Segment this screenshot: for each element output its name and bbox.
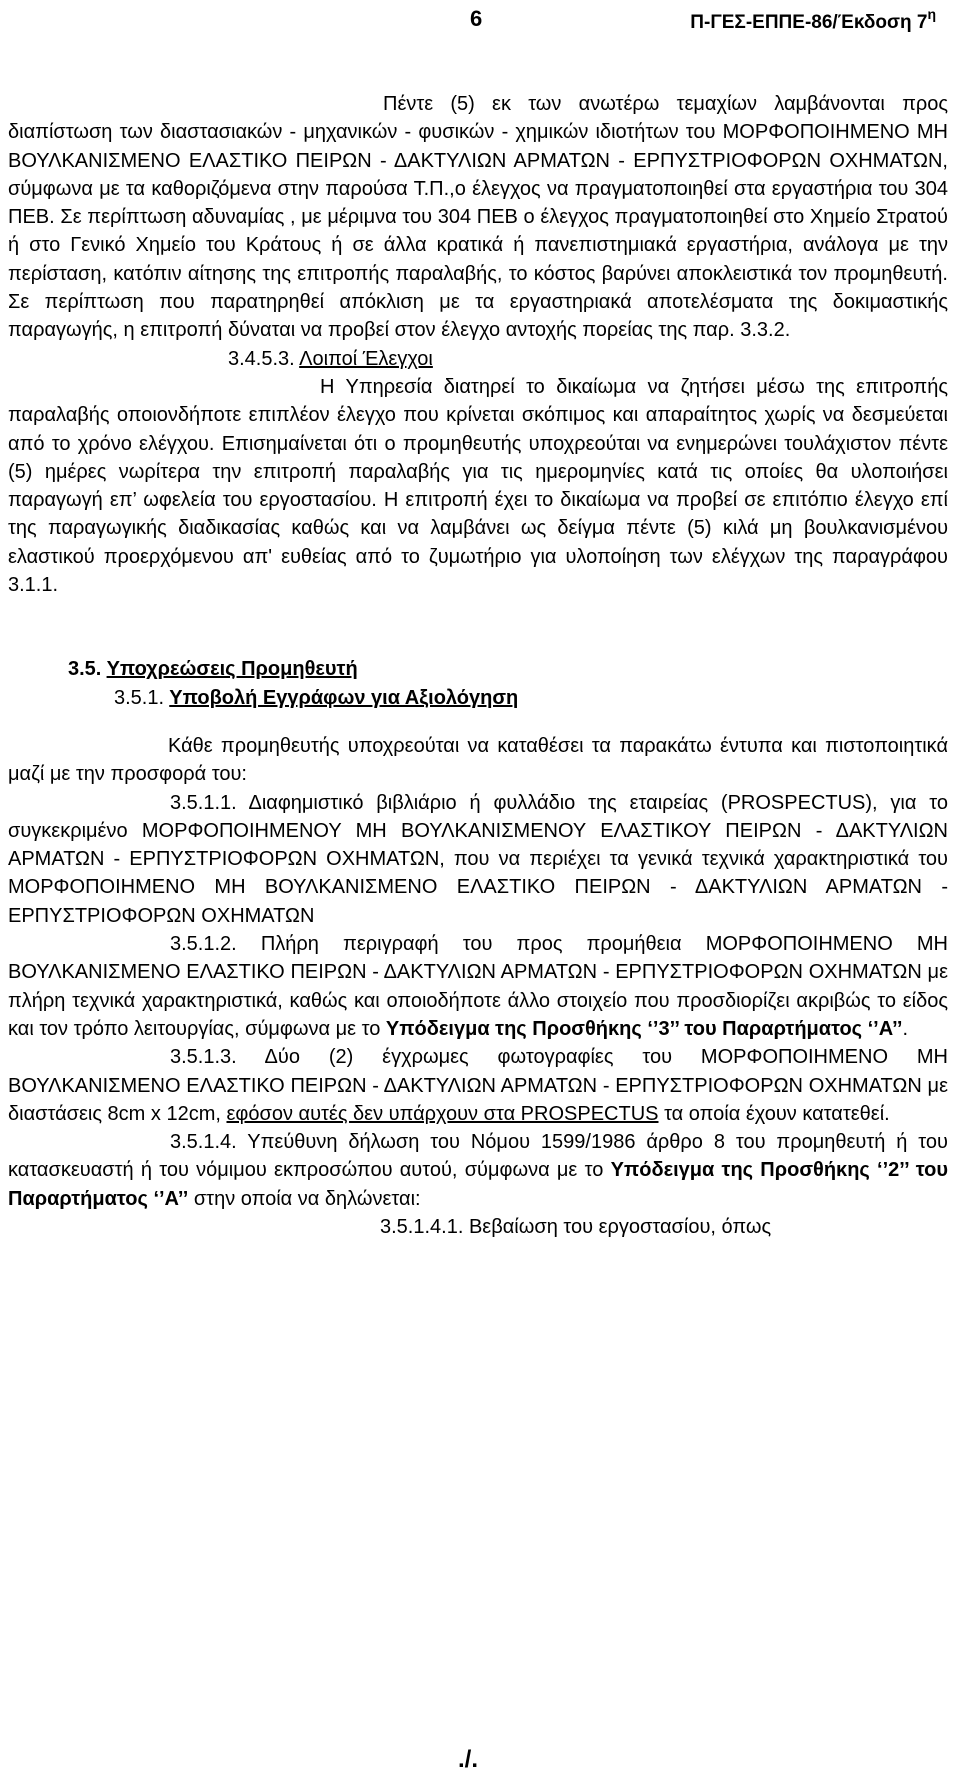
paragraph-sample-testing: Πέντε (5) εκ των ανωτέρω τεμαχίων λαμβάνονται προς διαπίστωση των διαστασιακών - μηχανικών - φυσικών - χημικών ιδιοτήτων του ΜΟΡΦΟΠΟΙΗΜΕΝΟ ΜΗ ΒΟΥΛΚΑΝΙΣΜΕΝΟ ΕΛΑΣΤΙΚΟ ΠΕΙΡΩΝ - ΔΑΚΤΥΛΙΩΝ ΑΡΜΑΤΩΝ - ΕΡΠΥΣΤΡΙΟΦΟΡΩΝ ΟΧΗΜΑΤΩΝ, σύμφωνα με τα καθοριζόμενα στην παρούσα Τ.Π.,ο έλεγχος να πραγματοποιηθεί στα εργαστήρια του 304 ΠΕΒ. Σε περίπτωση αδυναμίας , με μέριμνα του 304 ΠΕΒ ο έλεγχος πραγματοποιηθεί στο Χημείο Στρατού ή στο Γενικό Χημείο του Κράτους ή σε άλλα κρατικά ή πανεπιστημιακά εργαστήρια, ανάλογα με την περίσταση, κατόπιν αίτησης της επιτροπής παραλαβής, το κόστος βαρύνει αποκλειστικά τον προμηθευτή. Σε περίπτωση που παρατηρηθεί απόκλιση με τα εργαστηριακά αποτελέσματα της δοκιμαστικής παραγωγής, η επιτροπή δύναται να προβεί στον έλεγχο αντοχής πορείας της παρ. 3.3.2. xyxy=(8,93,948,342)
list-item-3-5-1-2 xyxy=(8,930,948,1043)
section-3-5-1-heading xyxy=(114,684,948,712)
page-number: 6 xyxy=(470,6,483,31)
item-text-end: τα οποία έχουν κατατεθεί. xyxy=(664,1102,890,1125)
item-number: 3.5.1.4.1. xyxy=(380,1215,464,1238)
spacer xyxy=(8,712,948,732)
item-number: 3.5.1.4. xyxy=(170,1131,237,1154)
section-title: Λοιποί Έλεγχοι xyxy=(299,347,433,370)
item-text: Βεβαίωση του εργοστασίου, όπως xyxy=(468,1215,772,1238)
item-text: Δύο (2) έγχρωμες φωτογραφίες του ΜΟΡΦΟΠΟΙΗΜΕΝΟ ΜΗ ΒΟΥΛΚΑΝΙΣΜΕΝΟ ΕΛΑΣΤΙΚΟ ΠΕΙΡΩΝ - ΔΑΚΤΥΛΙΩΝ ΑΡΜΑΤΩΝ - ΕΡΠΥΣΤΡΙΟΦΟΡΩΝ ΟΧΗΜΑΤΩΝ με διαστάσεις 8cm x 12cm, xyxy=(8,1046,948,1125)
paragraph-documents-intro: Κάθε προμηθευτής υποχρεούται να καταθέσει τα παρακάτω έντυπα και πιστοποιητικά μαζί με την προσφορά του: xyxy=(8,734,948,786)
item-text-end: στην οποία να δηλώνεται: xyxy=(193,1187,421,1210)
section-number: 3.5.1. xyxy=(114,686,165,709)
section-3-5-heading xyxy=(68,655,948,683)
list-item-3-5-1-4-1 xyxy=(8,1213,948,1241)
continuation-mark: ./. xyxy=(458,1746,479,1773)
list-item-3-5-1-4 xyxy=(8,1128,948,1213)
section-number: 3.4.5.3. xyxy=(228,347,295,370)
section-title: Υποβολή Εγγράφων για Αξιολόγηση xyxy=(169,686,519,709)
section-title: Υποχρεώσεις Προμηθευτή xyxy=(106,658,358,681)
item-number: 3.5.1.1. xyxy=(170,791,237,814)
item-number: 3.5.1.2. xyxy=(170,933,237,956)
page-header xyxy=(0,2,960,38)
paragraph-other-checks: Η Υπηρεσία διατηρεί το δικαίωμα να ζητήσει μέσω της επιτροπής παραλαβής οποιονδήποτε επιπλέον έλεγχο που κρίνεται σκόπιμος και απαραίτητος χωρίς να δεσμεύεται από το χρόνο ελέγχου. Επισημαίνεται ότι ο προμηθευτής υποχρεούται να ενημερώνει τουλάχιστον πέντε (5) ημέρες νωρίτερα την επιτροπή παραλαβής για τις ημερομηνίες κατά τις οποίες θα υλοποιήσει παραγωγή επ’ ωφελεία του εργοστασίου. Η επιτροπή έχει το δικαίωμα να προβεί σε επιτόπιο έλεγχο επί της παραγωγικής διαδικασίας καθώς και να λαμβάνει ως δείγμα πέντε (5) κιλά μη βουλκανισμένου ελαστικού προερχόμενου απ' ευθείας από το ζυμωτήριο για υλοποίηση των ελέγχων της παραγράφου 3.1.1. xyxy=(8,375,948,597)
document-body xyxy=(8,90,948,1241)
item-bold-reference: Υπόδειγμα της Προσθήκης ‘’3’’ του Παραρτήματος ‘’Α’’ xyxy=(385,1017,903,1040)
item-text-end: . xyxy=(902,1017,909,1040)
section-number: 3.5. xyxy=(68,658,102,681)
item-bold-reference: Υπόδειγμα της Προσθήκης ‘’2’’ του Παραρτήματος ‘’Α’’ xyxy=(8,1159,949,1210)
list-item-3-5-1-3 xyxy=(8,1043,948,1128)
document-id xyxy=(690,6,936,34)
item-underlined-text: εφόσον αυτές δεν υπάρχουν στα PROSPECTUS xyxy=(226,1102,659,1125)
list-item-3-5-1-1 xyxy=(8,789,948,930)
item-text: Πλήρη περιγραφή του προς προμήθεια ΜΟΡΦΟΠΟΙΗΜΕΝΟ ΜΗ ΒΟΥΛΚΑΝΙΣΜΕΝΟ ΕΛΑΣΤΙΚΟ ΠΕΙΡΩΝ - ΔΑΚΤΥΛΙΩΝ ΑΡΜΑΤΩΝ - ΕΡΠΥΣΤΡΙΟΦΟΡΩΝ ΟΧΗΜΑΤΩΝ με πλήρη τεχνικά χαρακτηριστικά, καθώς και οποιοδήποτε άλλο στοιχείο που προσδιορίζει ακριβώς το είδος και τον τρόπο λειτουργίας, σύμφωνα με το xyxy=(8,933,948,1040)
document-id-superscript: η xyxy=(927,6,936,22)
item-number: 3.5.1.3. xyxy=(170,1046,237,1069)
document-id-text: Π-ΓΕΣ-ΕΠΠΕ-86/Έκδοση 7 xyxy=(690,12,928,33)
section-3-4-5-3-heading xyxy=(8,345,948,373)
item-text: Διαφημιστικό βιβλιάριο ή φυλλάδιο της εταιρείας (PROSPECTUS), για το συγκεκριμένο ΜΟΡΦΟΠΟΙΗΜΕΝΟΥ ΜΗ ΒΟΥΛΚΑΝΙΣΜΕΝΟΥ ΕΛΑΣΤΙΚΟΥ ΠΕΙΡΩΝ - ΔΑΚΤΥΛΙΩΝ ΑΡΜΑΤΩΝ - ΕΡΠΥΣΤΡΙΟΦΟΡΩΝ ΟΧΗΜΑΤΩΝ, που να περιέχει τα γενικά τεχνικά χαρακτηριστικά του ΜΟΡΦΟΠΟΙΗΜΕΝΟ ΜΗ ΒΟΥΛΚΑΝΙΣΜΕΝΟ ΕΛΑΣΤΙΚΟ ΠΕΙΡΩΝ - ΔΑΚΤΥΛΙΩΝ ΑΡΜΑΤΩΝ - ΕΡΠΥΣΤΡΙΟΦΟΡΩΝ ΟΧΗΜΑΤΩΝ xyxy=(8,791,949,927)
item-text: Υπεύθυνη δήλωση του Νόμου 1599/1986 άρθρο 8 του προμηθευτή ή του κατασκευαστή ή του νόμιμου εκπροσώπου αυτού, σύμφωνα με το xyxy=(8,1131,948,1182)
